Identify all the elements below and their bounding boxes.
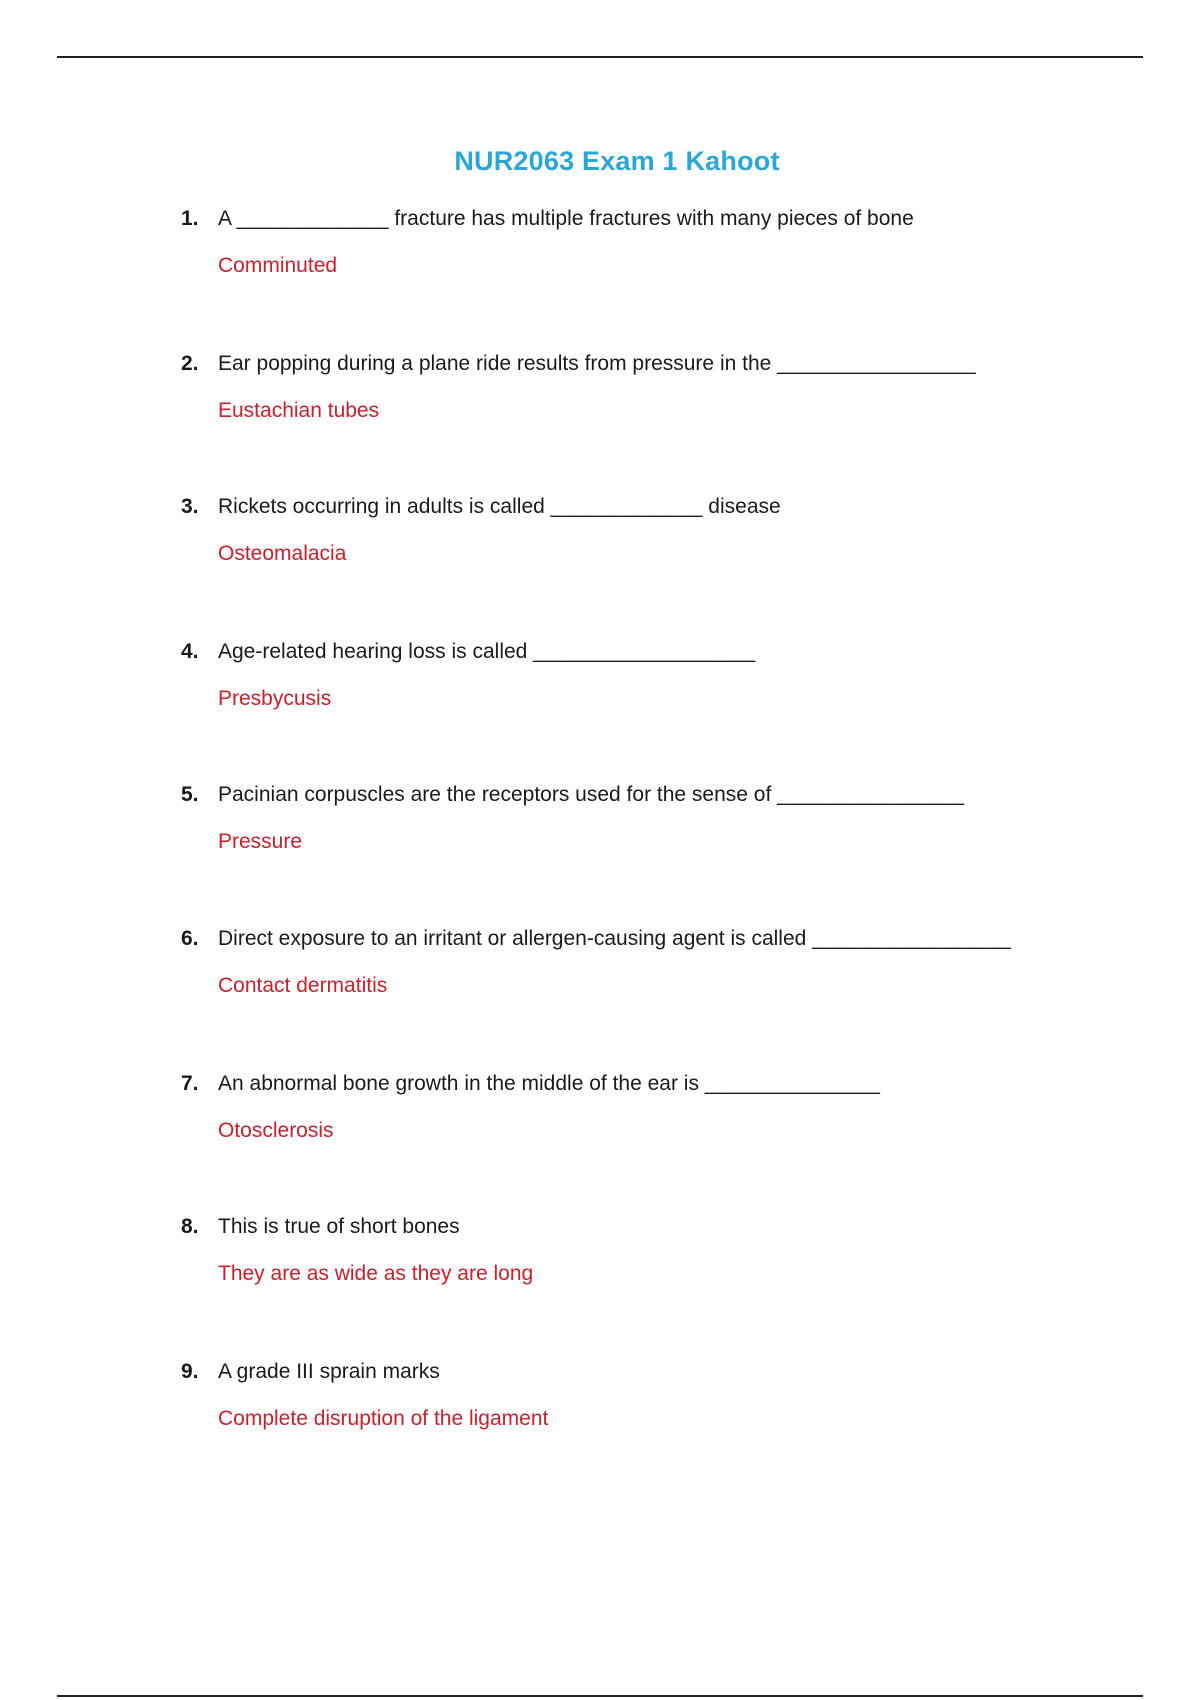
question-item (181, 349, 1081, 422)
question-line (181, 780, 1081, 810)
question-item (181, 780, 1081, 853)
question-text: Age-related hearing loss is called ___________________ (218, 640, 756, 663)
question-item (181, 1357, 1081, 1430)
question-text: This is true of short bones (218, 1215, 460, 1238)
question-number: 1. (181, 207, 199, 230)
question-item (181, 1069, 1081, 1142)
question-number: 9. (181, 1360, 199, 1383)
question-line (181, 1069, 1081, 1099)
answer-text: Osteomalacia (218, 542, 347, 565)
question-number: 8. (181, 1215, 199, 1238)
question-number: 5. (181, 783, 199, 806)
question-line (181, 1212, 1081, 1242)
question-item (181, 1212, 1081, 1285)
answer-text: Otosclerosis (218, 1119, 334, 1142)
question-line (181, 349, 1081, 379)
answer-text: Pressure (218, 830, 303, 853)
question-number: 7. (181, 1072, 199, 1095)
question-text: Pacinian corpuscles are the receptors used for the sense of ________________ (218, 783, 965, 806)
question-line (181, 204, 1081, 234)
question-text: A _____________ fracture has multiple fractures with many pieces of bone (218, 207, 914, 230)
top-rule (57, 56, 1143, 58)
answer-text: Comminuted (218, 254, 338, 277)
bottom-rule (57, 1695, 1143, 1697)
question-line (181, 924, 1081, 954)
question-item (181, 637, 1081, 710)
question-item (181, 492, 1081, 565)
question-text: Ear popping during a plane ride results from pressure in the _________________ (218, 352, 976, 375)
page-title: NUR2063 Exam 1 Kahoot (454, 146, 780, 176)
answer-text: Presbycusis (218, 687, 332, 710)
answer-text: They are as wide as they are long (218, 1262, 534, 1285)
question-number: 3. (181, 495, 199, 518)
question-number: 6. (181, 927, 199, 950)
answer-text: Eustachian tubes (218, 399, 380, 422)
question-number: 2. (181, 352, 199, 375)
answer-text: Contact dermatitis (218, 974, 388, 997)
question-text: A grade III sprain marks (218, 1360, 440, 1383)
question-text: Rickets occurring in adults is called _____________ disease (218, 495, 781, 518)
question-number: 4. (181, 640, 199, 663)
question-text: Direct exposure to an irritant or allergen-causing agent is called _________________ (218, 927, 1011, 950)
question-line (181, 1357, 1081, 1387)
question-item (181, 204, 1081, 277)
question-line (181, 492, 1081, 522)
question-item (181, 924, 1081, 997)
question-text: An abnormal bone growth in the middle of the ear is _______________ (218, 1072, 880, 1095)
question-line (181, 637, 1081, 667)
answer-text: Complete disruption of the ligament (218, 1407, 549, 1430)
